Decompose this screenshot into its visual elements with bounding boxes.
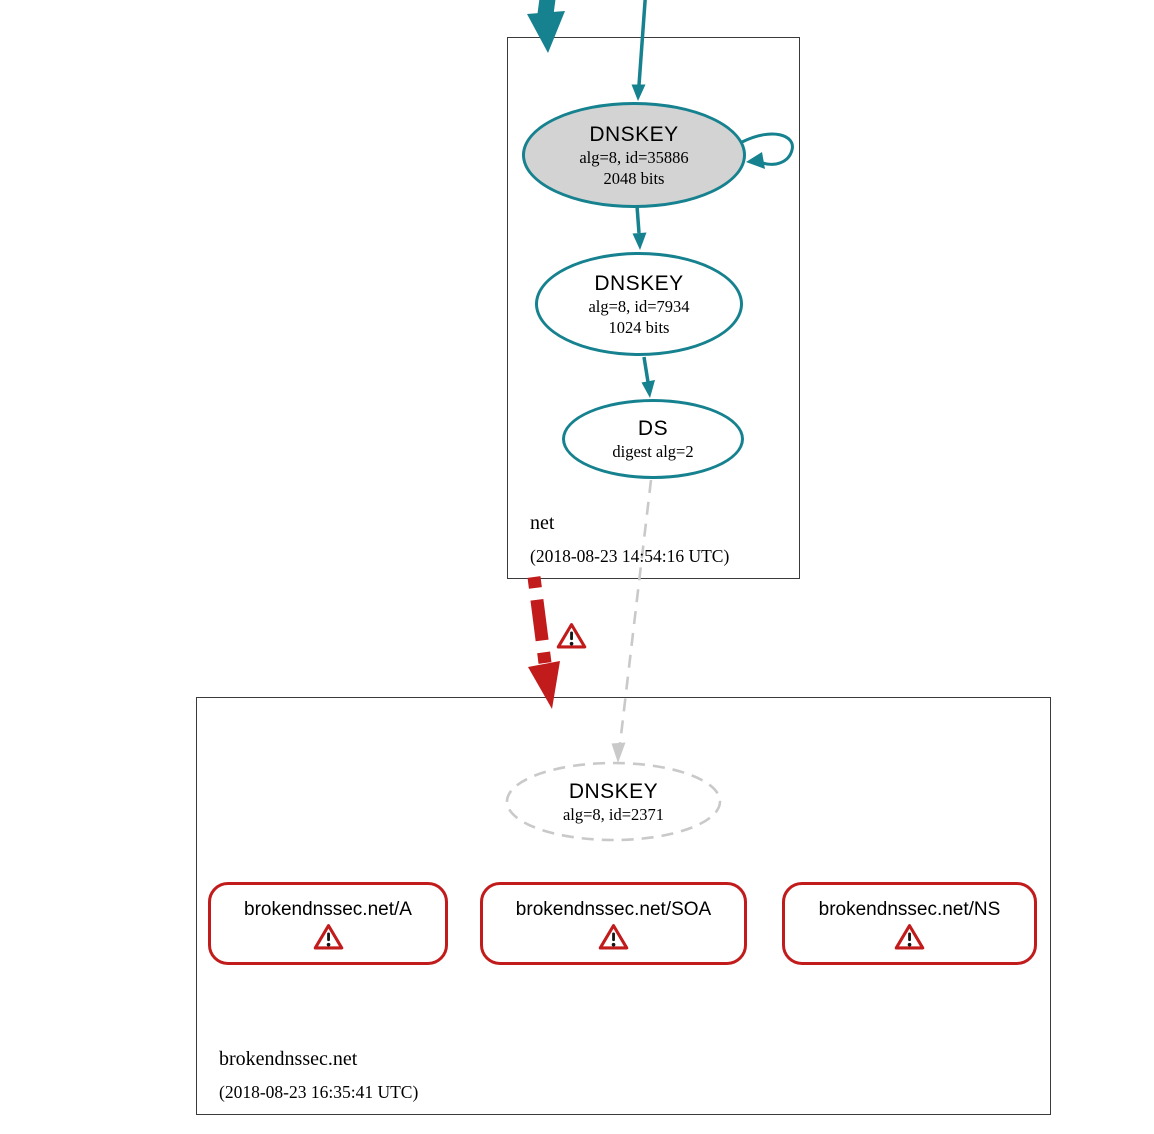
rrset-label: brokendnssec.net/SOA <box>515 899 712 920</box>
zone-name: brokendnssec.net <box>219 1048 358 1070</box>
rrset-label: brokendnssec.net/NS <box>818 899 1001 920</box>
zone-name: net <box>530 512 555 534</box>
zone-timestamp: (2018-08-23 16:35:41 UTC) <box>219 1082 419 1102</box>
node-detail-bits: 1024 bits <box>608 317 670 337</box>
warning-icon <box>894 923 925 951</box>
node-detail-alg-id: alg=8, id=7934 <box>588 296 690 316</box>
node-type-label: DNSKEY <box>568 779 659 803</box>
node-detail-bits: 2048 bits <box>603 168 665 188</box>
edge-dnskey-into-ksk <box>632 0 647 101</box>
warning-icon <box>598 923 629 951</box>
node-type-label: DNSKEY <box>589 122 679 146</box>
rrset-node-a <box>208 882 448 965</box>
warning-icon <box>313 923 344 951</box>
edge-ksk-self-sign <box>742 134 792 169</box>
rrset-node-soa <box>480 882 747 965</box>
node-dnskey-ksk <box>522 102 746 208</box>
edge-zsk-signs-ds <box>642 357 656 398</box>
node-detail-alg-id: alg=8, id=35886 <box>579 147 689 167</box>
rrset-label: brokendnssec.net/A <box>244 899 412 920</box>
node-ds <box>562 399 744 479</box>
edge-ksk-signs-zsk <box>633 206 647 250</box>
node-dnskey-zsk <box>535 252 743 356</box>
node-type-label: DS <box>637 417 669 440</box>
node-detail-alg-id: alg=8, id=2371 <box>562 804 665 824</box>
rrset-node-ns <box>782 882 1037 965</box>
edge-ds-refers-child-dnskey <box>612 480 652 763</box>
zone-timestamp: (2018-08-23 14:54:16 UTC) <box>530 546 730 566</box>
edge-delegation-into-net <box>527 0 565 53</box>
node-detail-digest: digest alg=2 <box>612 442 694 461</box>
warning-icon <box>556 621 587 651</box>
node-type-label: DNSKEY <box>594 271 684 295</box>
node-dnskey-child <box>507 763 720 840</box>
